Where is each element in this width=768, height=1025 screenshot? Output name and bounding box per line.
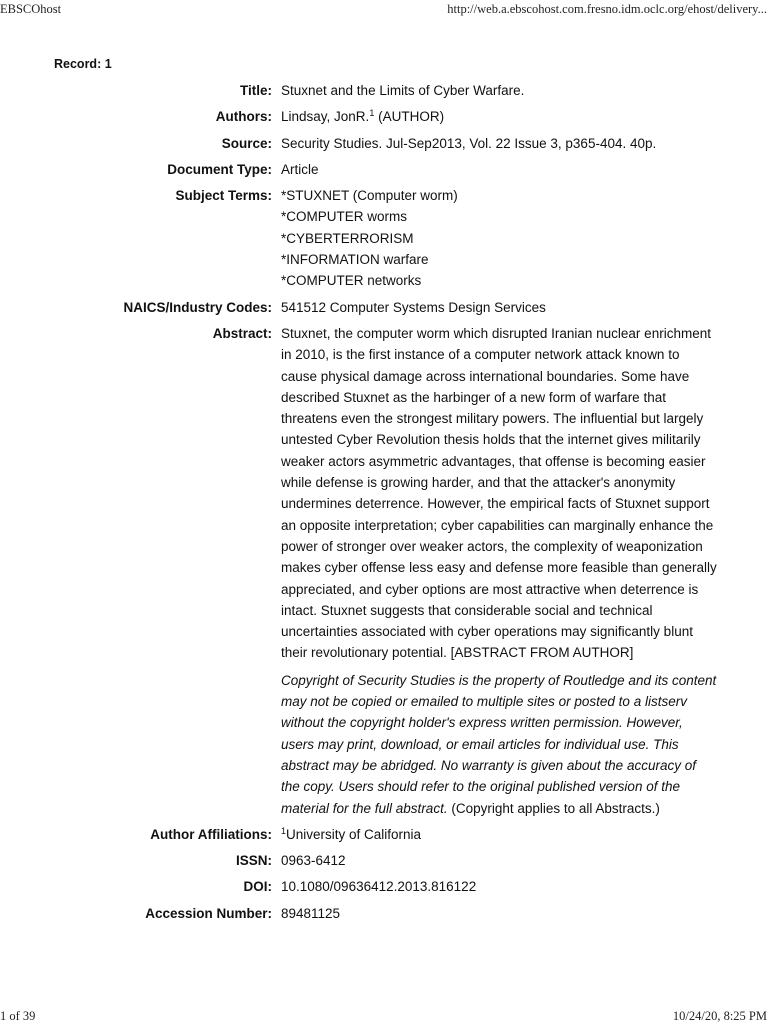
authors-row [0, 106, 768, 132]
accession-value: 89481125 [281, 905, 341, 921]
affiliation-marker: 1 [281, 825, 287, 836]
affiliations-row [0, 824, 768, 850]
print-url: http://web.a.ebscohost.com.fresno.idm.oclc.org/ehost/delivery... [447, 2, 767, 16]
document-type-row [0, 159, 768, 185]
doi-value: 10.1080/09636412.2013.816122 [281, 879, 477, 895]
subject-terms-label: Subject Terms: [175, 188, 272, 204]
naics-label: NAICS/Industry Codes: [123, 299, 272, 315]
document-type-value: Article [281, 161, 319, 177]
affiliation-name: University of California [286, 826, 422, 842]
accession-row [0, 903, 768, 929]
issn-row [0, 850, 768, 876]
abstract-row [0, 323, 768, 824]
print-site-name: EBSCOhost [0, 2, 62, 16]
abstract-label: Abstract: [212, 325, 272, 341]
author-name: Lindsay, JonR. [281, 109, 370, 125]
title-value: Stuxnet and the Limits of Cyber Warfare. [281, 83, 525, 98]
author-affiliation-marker: 1 [369, 108, 375, 119]
subject-terms-row [0, 185, 768, 296]
author-role: (AUTHOR) [374, 109, 445, 125]
doi-row [0, 876, 768, 902]
abstract-text: Stuxnet, the computer worm which disrupted Iranian nuclear enrichment in 2010, is the first instance of a computer network attack known to cause physical damage across international boundaries. Some have described Stuxnet as the harbinger of a new form of warfare that threatens even the strongest military powers. The influential but largely untested Cyber Revolution thesis holds that the internet gives militarily weaker actors asymmetric advantages, that offense is becoming easier while defense is growing harder, and that the attacker's anonymity undermines deterrence. However, the empirical facts of Stuxnet support an opposite interpretation; cyber capabilities can marginally enhance the power of stronger over weaker actors, the complexity of weaponization makes cyber offense less easy and defense more feasible than generally appreciated, and cyber options are most attractive when deterrence is intact. Stuxnet suggests that considerable social and technical uncertainties associated with cyber operations may significantly blunt their revolutionary potential. [ABSTRACT FROM AUTHOR] [281, 325, 717, 661]
issn-label: ISSN: [235, 853, 272, 869]
naics-value: 541512 Computer Systems Design Services [281, 299, 546, 315]
abstract-block [281, 323, 768, 824]
title-row [0, 80, 768, 106]
copyright-tail: (Copyright applies to all Abstracts.) [447, 800, 660, 816]
copyright-text: Copyright of Security Studies is the property of Routledge and its content may not be copied or emailed to multiple sites or posted to a listserv without the copyright holder's express written permission. However, users may print, download, or email articles for individual use. This abstract may be abridged. No warranty is given about the accuracy of the copy. Users should refer to the original published version of the material for the full abstract. [281, 672, 717, 816]
naics-row [0, 297, 768, 323]
subject-term: *CYBERTERRORISM [281, 230, 414, 246]
title-label: Title: [239, 83, 272, 98]
page-count: 1 of 39 [0, 1009, 36, 1023]
copyright-notice [281, 670, 718, 819]
subject-term: *STUXNET (Computer worm) [281, 188, 458, 204]
authors-label: Authors: [215, 109, 272, 125]
authors-value [281, 106, 768, 132]
affiliations-label: Author Affiliations: [150, 826, 272, 842]
subject-term: *COMPUTER worms [281, 209, 408, 225]
record-details [0, 80, 768, 929]
issn-value: 0963-6412 [281, 853, 346, 869]
print-footer [0, 1009, 768, 1025]
subject-term: *COMPUTER networks [281, 273, 422, 289]
subject-terms-list [281, 185, 768, 296]
subject-term: *INFORMATION warfare [281, 252, 429, 268]
source-value: Security Studies. Jul-Sep2013, Vol. 22 Issue 3, p365-404. 40p. [281, 135, 657, 151]
doi-label: DOI: [243, 879, 272, 895]
record-label: Record: 1 [54, 57, 112, 71]
print-datetime: 10/24/20, 8:25 PM [672, 1009, 767, 1023]
source-row [0, 133, 768, 159]
print-header [0, 2, 768, 18]
affiliations-value [281, 824, 768, 850]
accession-label: Accession Number: [145, 905, 272, 921]
source-label: Source: [221, 135, 272, 151]
document-type-label: Document Type: [167, 161, 272, 177]
